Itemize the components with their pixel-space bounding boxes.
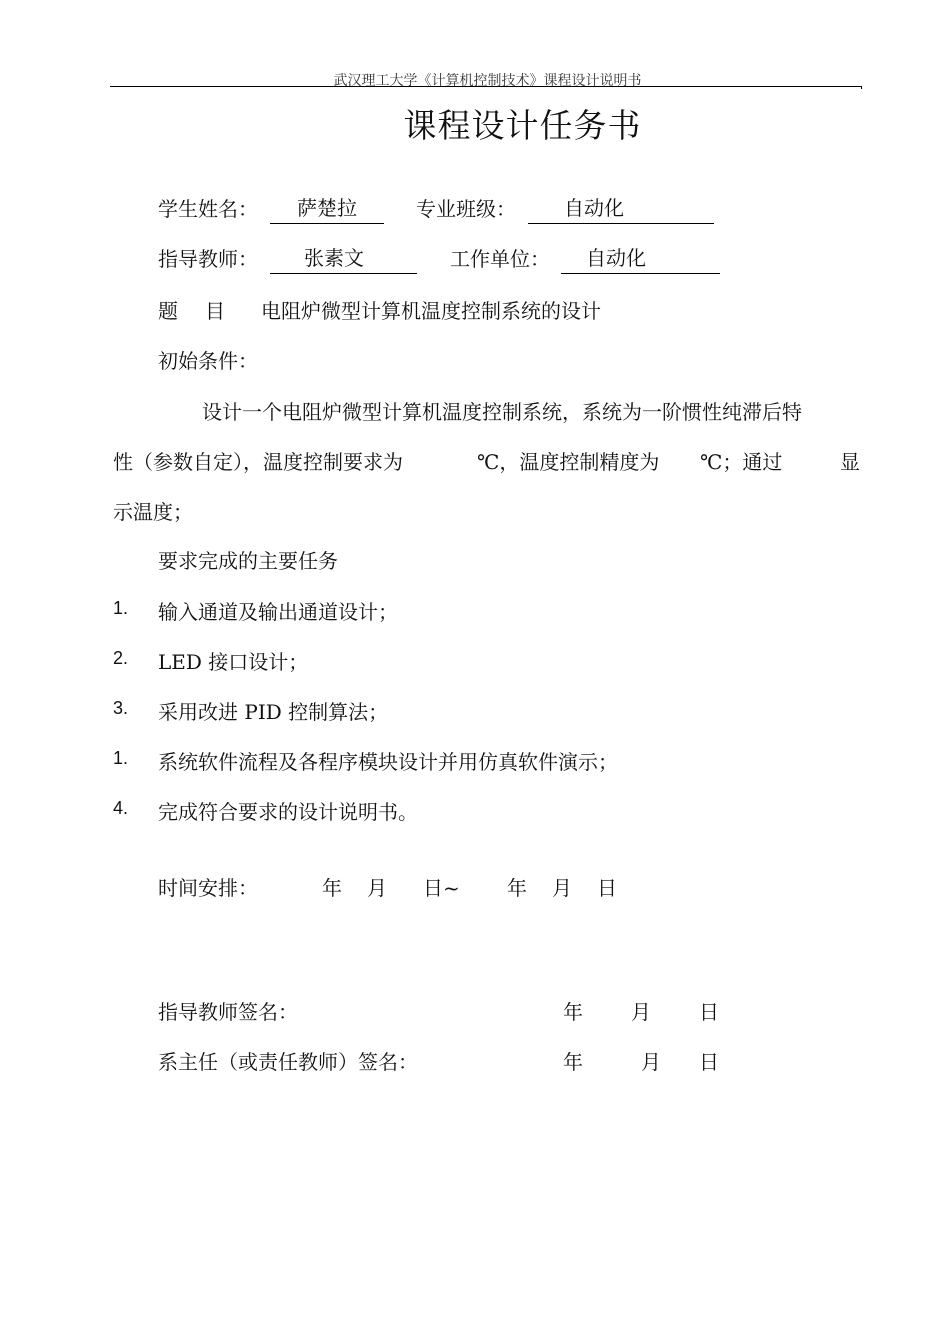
task-text: 完成符合要求的设计说明书。: [158, 800, 418, 824]
task-number: 4.: [113, 798, 129, 818]
task-text: 采用改进 PID 控制算法；: [158, 700, 389, 724]
head-signature-day: 日: [699, 1050, 719, 1074]
initial-conditions-label: 初始条件：: [158, 349, 258, 373]
schedule-month-start: 月: [367, 876, 387, 900]
class-label: 专业班级：: [416, 197, 516, 221]
task-number: 1.: [113, 748, 129, 768]
task-text: 输入通道及输出通道设计；: [158, 600, 398, 624]
running-header: 武汉理工大学《计算机控制技术》课程设计说明书: [333, 73, 642, 89]
head-signature-year: 年: [563, 1050, 583, 1074]
schedule-day-start: 日~: [423, 876, 460, 900]
schedule-month-end: 月: [552, 876, 572, 900]
schedule-day-end: 日: [597, 876, 617, 900]
topic-value: 电阻炉微型计算机温度控制系统的设计: [261, 299, 601, 323]
head-signature-label: 系主任（或责任教师）签名：: [158, 1050, 418, 1074]
task-number: 2.: [113, 648, 129, 668]
topic-label-2: 目: [205, 299, 225, 323]
paragraph-line-3: 示温度；: [113, 500, 193, 524]
schedule-label: 时间安排：: [158, 876, 258, 900]
header-rule-tick: [861, 86, 862, 89]
head-signature-month: 月: [641, 1050, 661, 1074]
paragraph-line-2c: ℃；通过: [700, 450, 783, 474]
teacher-signature-month: 月: [631, 1000, 651, 1024]
teacher-label: 指导教师：: [158, 247, 258, 271]
teacher-signature-year: 年: [563, 1000, 583, 1024]
paragraph-line-2b: ℃，温度控制精度为: [477, 450, 660, 474]
schedule-year-start: 年: [322, 876, 342, 900]
student-name-field: 萨楚拉: [270, 193, 384, 224]
tasks-heading: 要求完成的主要任务: [158, 549, 338, 573]
schedule-year-end: 年: [507, 876, 527, 900]
unit-field: 自动化: [561, 243, 720, 274]
teacher-name-field: 张素文: [270, 243, 417, 274]
paragraph-line-1: 设计一个电阻炉微型计算机温度控制系统，系统为一阶惯性纯滞后特: [202, 400, 802, 424]
student-label: 学生姓名：: [158, 197, 258, 221]
task-number: 1.: [113, 598, 129, 618]
paragraph-line-2d: 显: [840, 450, 860, 474]
page-title: 课程设计任务书: [403, 106, 642, 145]
task-number: 3.: [113, 698, 129, 718]
task-text: LED 接口设计；: [158, 650, 309, 674]
task-text: 系统软件流程及各程序模块设计并用仿真软件演示；: [158, 750, 618, 774]
unit-label: 工作单位：: [450, 247, 550, 271]
class-field: 自动化: [528, 193, 714, 224]
teacher-signature-day: 日: [699, 1000, 719, 1024]
header-rule: [110, 86, 862, 87]
teacher-signature-label: 指导教师签名：: [158, 1000, 298, 1024]
topic-label-1: 题: [158, 299, 178, 323]
paragraph-line-2a: 性（参数自定），温度控制要求为: [113, 450, 403, 474]
